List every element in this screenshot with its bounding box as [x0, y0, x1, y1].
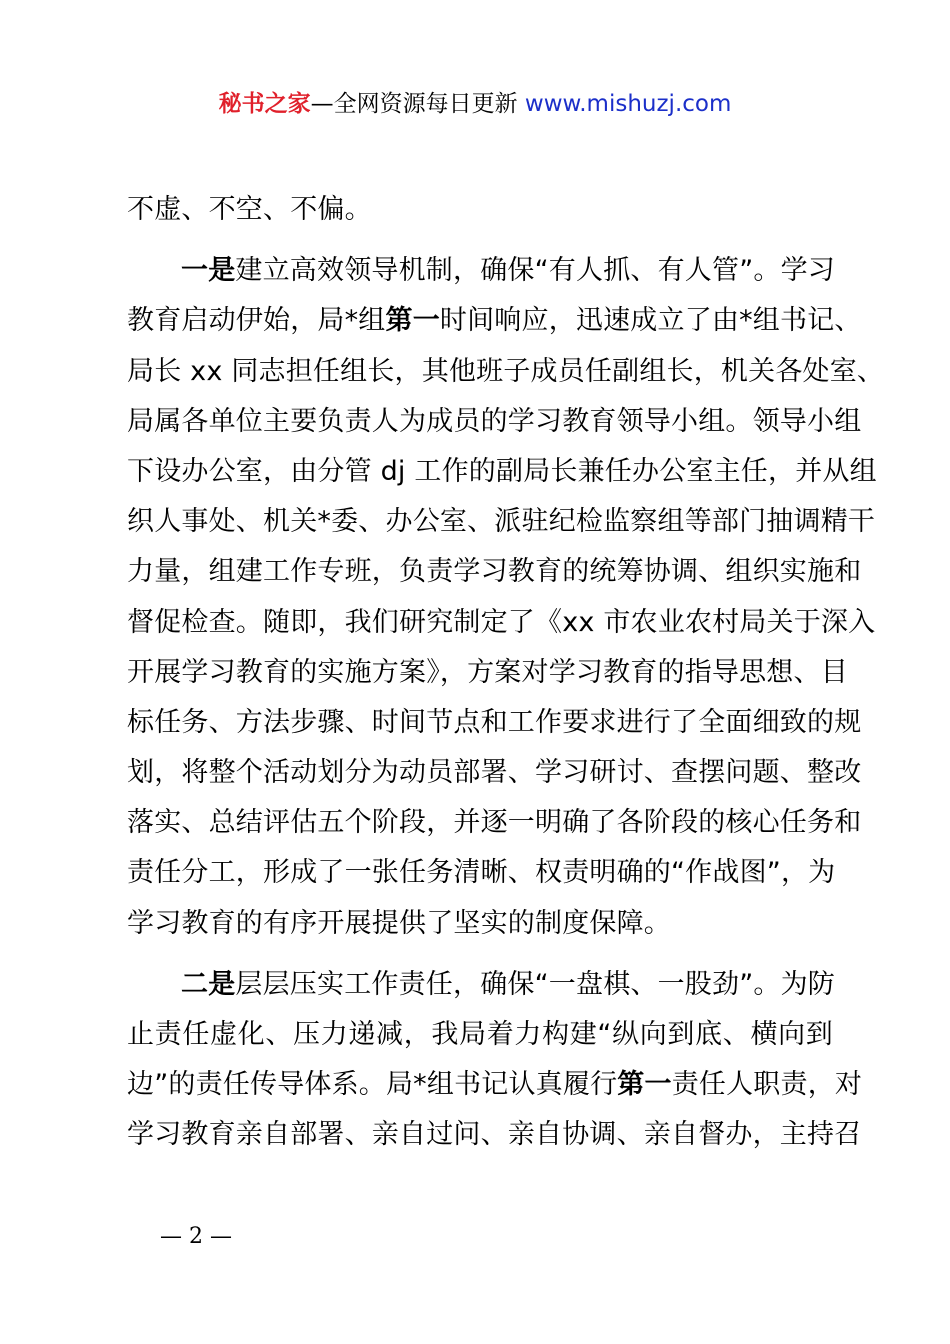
site-url-link[interactable]: www.mishuzj.com	[524, 91, 732, 117]
header-tagline: —全网资源每日更新	[310, 91, 525, 117]
paragraph-line: 落实、总结评估五个阶段，并逐一明确了各阶段的核心任务和	[127, 807, 862, 839]
paragraph-line: 止责任虚化、压力递减，我局着力构建“纵向到底、横向到	[127, 1019, 833, 1050]
document-body	[127, 185, 885, 1161]
paragraph-line: 边”的责任传导体系。局*组书记认真履行第一责任人职责，对	[127, 1069, 863, 1101]
bold-marker: 一是	[181, 255, 236, 287]
page-number: — 2 —	[160, 1224, 232, 1249]
paragraph-line: 织人事处、机关*委、办公室、派驻纪检监察组等部门抽调精干	[127, 506, 876, 538]
bold-marker: 第一	[385, 305, 440, 337]
bold-marker: 二是	[181, 968, 236, 1000]
bold-marker: 第一	[617, 1069, 672, 1101]
paragraph-line: 不虚、不空、不偏。	[127, 194, 372, 225]
paragraph-line: 下设办公室，由分管 dj 工作的副局长兼任办公室主任，并从组	[127, 455, 877, 487]
paragraph-line: 学习教育亲自部署、亲自过问、亲自协调、亲自督办，主持召	[127, 1119, 862, 1151]
paragraph-line: 责任分工，形成了一张任务清晰、权责明确的“作战图”，为	[127, 857, 836, 889]
paragraph-line: 督促检查。随即，我们研究制定了《xx 市农业农村局关于深入	[127, 606, 876, 638]
paragraph-line: 标任务、方法步骤、时间节点和工作要求进行了全面细致的规	[127, 706, 862, 738]
paragraph-line: 划，将整个活动划分为动员部署、学习研讨、查摆问题、整改	[127, 757, 862, 789]
paragraph-line: 教育启动伊始，局*组第一时间响应，迅速成立了由*组书记、	[127, 305, 862, 337]
paragraph-line: 局长 xx 同志担任组长，其他班子成员任副组长，机关各处室、	[127, 355, 885, 387]
paragraph-line: 二是层层压实工作责任，确保“一盘棋、一股劲”。为防	[181, 968, 835, 1000]
paragraph-line: 开展学习教育的实施方案》，方案对学习教育的指导思想、目	[127, 656, 848, 688]
paragraph-line: 学习教育的有序开展提供了坚实的制度保障。	[127, 907, 671, 939]
site-header	[0, 88, 950, 120]
paragraph-line: 局属各单位主要负责人为成员的学习教育领导小组。领导小组	[127, 405, 862, 437]
paragraph-line: 一是建立高效领导机制，确保“有人抓、有人管”。学习	[181, 255, 835, 287]
paragraph-line: 力量，组建工作专班，负责学习教育的统筹协调、组织实施和	[127, 556, 862, 588]
brand-name: 秘书之家	[218, 91, 311, 117]
